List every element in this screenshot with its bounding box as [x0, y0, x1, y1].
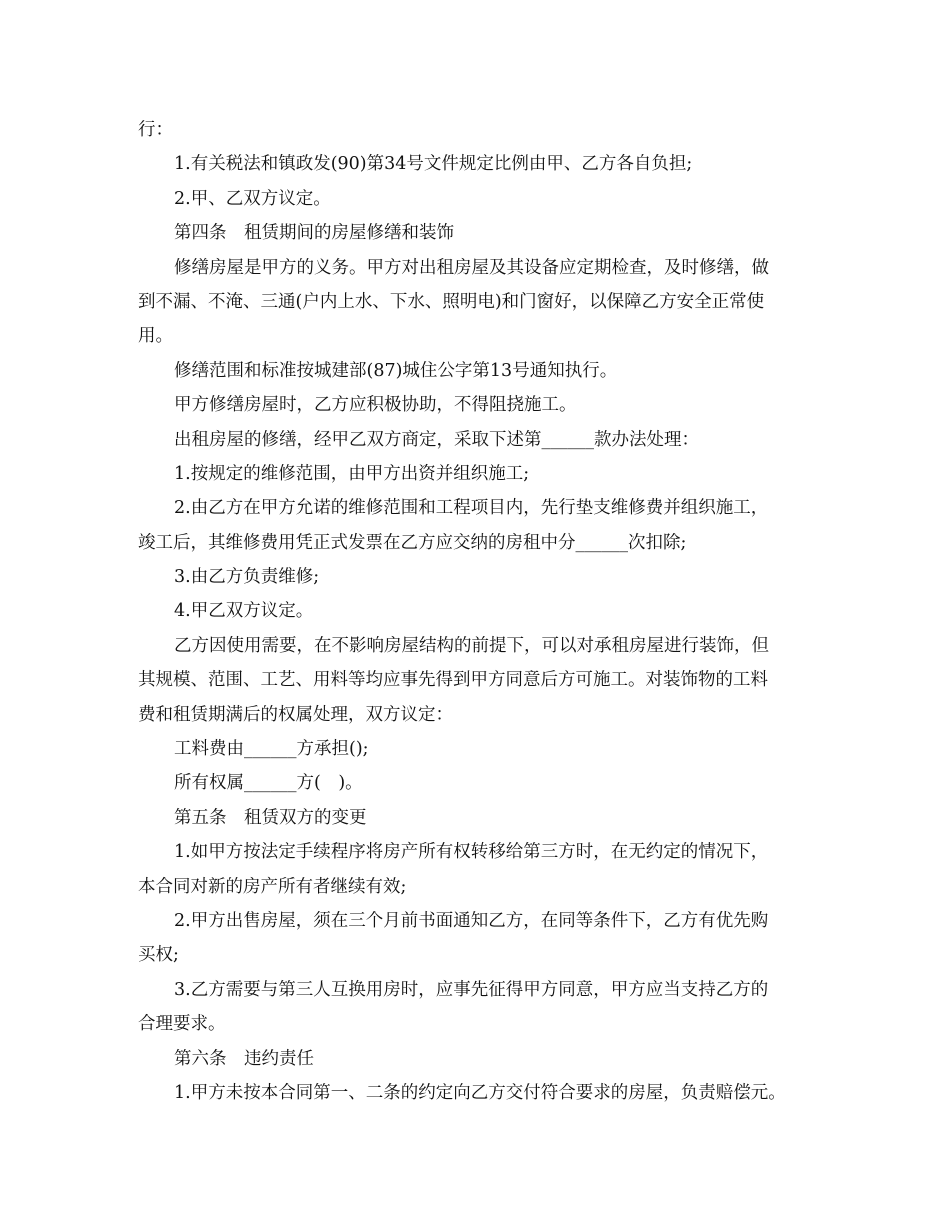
text-line: 竣工后，其维修费用凭正式发票在乙方应交纳的房租中分______次扣除;	[138, 532, 687, 553]
text-line: 到不漏、不淹、三通(户内上水、下水、照明电)和门窗好，以保障乙方安全正常使	[138, 291, 765, 312]
text-line: 甲方修缮房屋时，乙方应积极协助，不得阻挠施工。	[174, 395, 577, 416]
text-line: 出租房屋的修缮，经甲乙双方商定，采取下述第______款办法处理：	[174, 429, 699, 450]
text-line: 其规模、范围、工艺、用料等均应事先得到甲方同意后方可施工。对装饰物的工料	[138, 670, 768, 691]
text-line: 乙方因使用需要，在不影响房屋结构的前提下，可以对承租房屋进行装饰，但	[174, 635, 769, 656]
text-line: 第六条 违约责任	[174, 1048, 314, 1069]
text-line: 合理要求。	[138, 1014, 226, 1035]
text-line: 本合同对新的房产所有者继续有效;	[138, 876, 407, 897]
text-line: 2.甲方出售房屋，须在三个月前书面通知乙方，在同等条件下，乙方有优先购	[174, 910, 769, 931]
text-line: 修缮房屋是甲方的义务。甲方对出租房屋及其设备应定期检查，及时修缮，做	[174, 257, 769, 278]
text-line: 1.按规定的维修范围，由甲方出资并组织施工;	[174, 463, 530, 484]
text-line: 行：	[138, 120, 173, 140]
text-line: 2.甲、乙双方议定。	[174, 188, 331, 209]
contract-text-body	[138, 113, 820, 1110]
text-line: 第五条 租赁双方的变更	[174, 807, 367, 828]
text-line: 3.由乙方负责维修;	[174, 567, 320, 588]
text-line: 1.甲方未按本合同第一、二条的约定向乙方交付符合要求的房屋，负责赔偿元。	[174, 1082, 786, 1103]
text-line: 用。	[138, 326, 173, 347]
text-line: 1.有关税法和镇政发(90)第34号文件规定比例由甲、乙方各自负担;	[174, 154, 693, 175]
text-line: 修缮范围和标准按城建部(87)城住公字第13号通知执行。	[174, 360, 618, 381]
text-line: 买权;	[138, 945, 179, 966]
text-line: 第四条 租赁期间的房屋修缮和装饰	[174, 223, 454, 244]
text-line: 2.由乙方在甲方允诺的维修范围和工程项目内，先行垫支维修费并组织施工，	[174, 498, 769, 519]
text-line: 工料费由______方承担();	[174, 739, 369, 760]
text-line: 1.如甲方按法定手续程序将房产所有权转移给第三方时，在无约定的情况下，	[174, 842, 769, 863]
text-line: 费和租赁期满后的权属处理，双方议定：	[138, 704, 453, 725]
text-line: 所有权属______方( )。	[174, 773, 363, 794]
text-line: 3.乙方需要与第三人互换用房时，应事先征得甲方同意，甲方应当支持乙方的	[174, 979, 769, 1000]
text-line: 4.甲乙双方议定。	[174, 601, 314, 622]
